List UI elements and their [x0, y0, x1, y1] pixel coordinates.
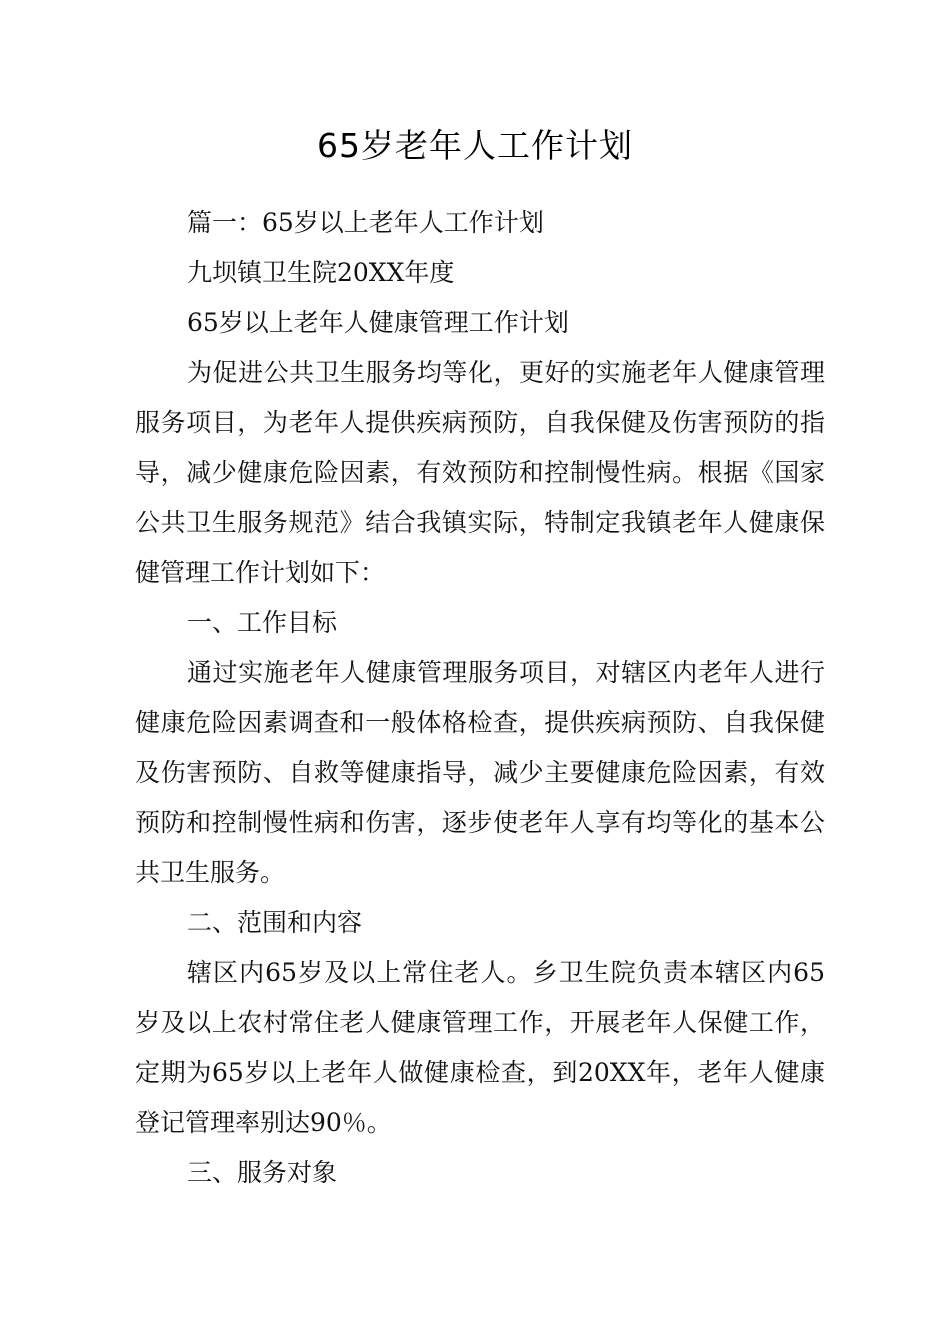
- plan-subtitle: 65岁以上老年人健康管理工作计划: [187, 308, 569, 337]
- section-heading-part-one: 篇一：65岁以上老年人工作计划: [187, 208, 544, 237]
- document-body: [135, 198, 825, 1198]
- heading-work-goals: 一、工作目标: [187, 608, 338, 637]
- organization-line: 九坝镇卫生院20XX年度: [187, 258, 455, 287]
- heading-scope-content: 二、范围和内容: [187, 908, 363, 937]
- work-goals-paragraph: 通过实施老年人健康管理服务项目，对辖区内老年人进行健康危险因素调查和一般体格检查，提供疾病预防、自我保健及伤害预防、自救等健康指导，减少主要健康危险因素，有效预防和控制慢性病和伤害，逐步使老年人享有均等化的基本公共卫生服务。: [135, 658, 825, 887]
- heading-service-targets: 三、服务对象: [187, 1158, 338, 1187]
- document-title: 65岁老年人工作计划: [317, 126, 633, 166]
- scope-content-paragraph: 辖区内65岁及以上常住老人。乡卫生院负责本辖区内65岁及以上农村常住老人健康管理工作，开展老年人保健工作，定期为65岁以上老年人做健康检查，到20XX年，老年人健康登记管理率别达90％。: [135, 958, 825, 1137]
- intro-paragraph: 为促进公共卫生服务均等化，更好的实施老年人健康管理服务项目，为老年人提供疾病预防，自我保健及伤害预防的指导，减少健康危险因素，有效预防和控制慢性病。根据《国家公共卫生服务规范》结合我镇实际，特制定我镇老年人健康保健管理工作计划如下：: [135, 358, 825, 587]
